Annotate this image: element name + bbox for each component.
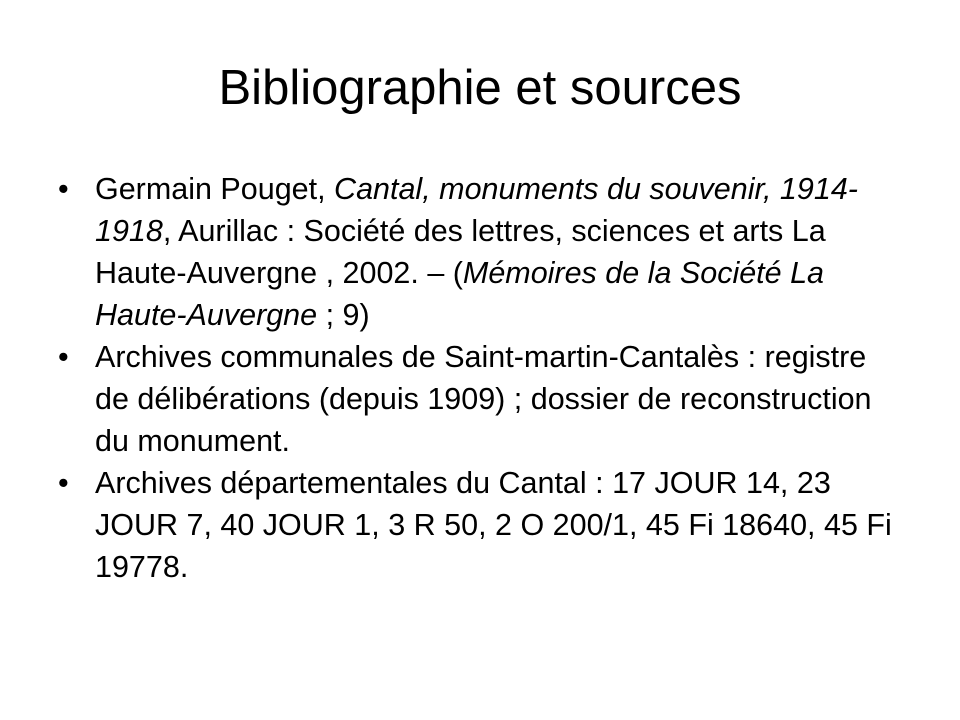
text-segment: Archives départementales du Cantal : 17 JOUR 14, 23 JOUR 7, 40 JOUR 1, 3 R 50, 2 O 200/1, 45 Fi 18640, 45 Fi 19778. (95, 466, 892, 584)
text-segment: Archives communales de Saint-martin-Cantalès : registre de délibérations (depuis 1909) ; dossier de reconstruction du monument. (95, 340, 872, 458)
text-segment: Germain Pouget, (95, 172, 335, 206)
text-segment: , Aurillac : Société des lettres, sciences et arts La Haute-Auvergne , 2002. – ( (95, 214, 826, 290)
text-segment: ; 9) (317, 298, 370, 332)
archive-source-entry (95, 466, 892, 584)
italic-segment: Mémoires de la Société La Haute-Auvergne (95, 256, 825, 332)
list-item (58, 168, 898, 336)
bullet-icon: • (58, 172, 69, 206)
list-item (58, 462, 898, 588)
bibliography-entry (95, 172, 858, 332)
bullet-icon: • (58, 340, 69, 374)
bullet-icon: • (58, 466, 69, 500)
italic-segment: Cantal, monuments du souvenir, 1914-1918 (95, 172, 858, 248)
list-item (58, 336, 898, 462)
bullet-list (58, 168, 898, 588)
slide-title: Bibliographie et sources (218, 61, 742, 115)
archive-source-entry (95, 340, 872, 458)
